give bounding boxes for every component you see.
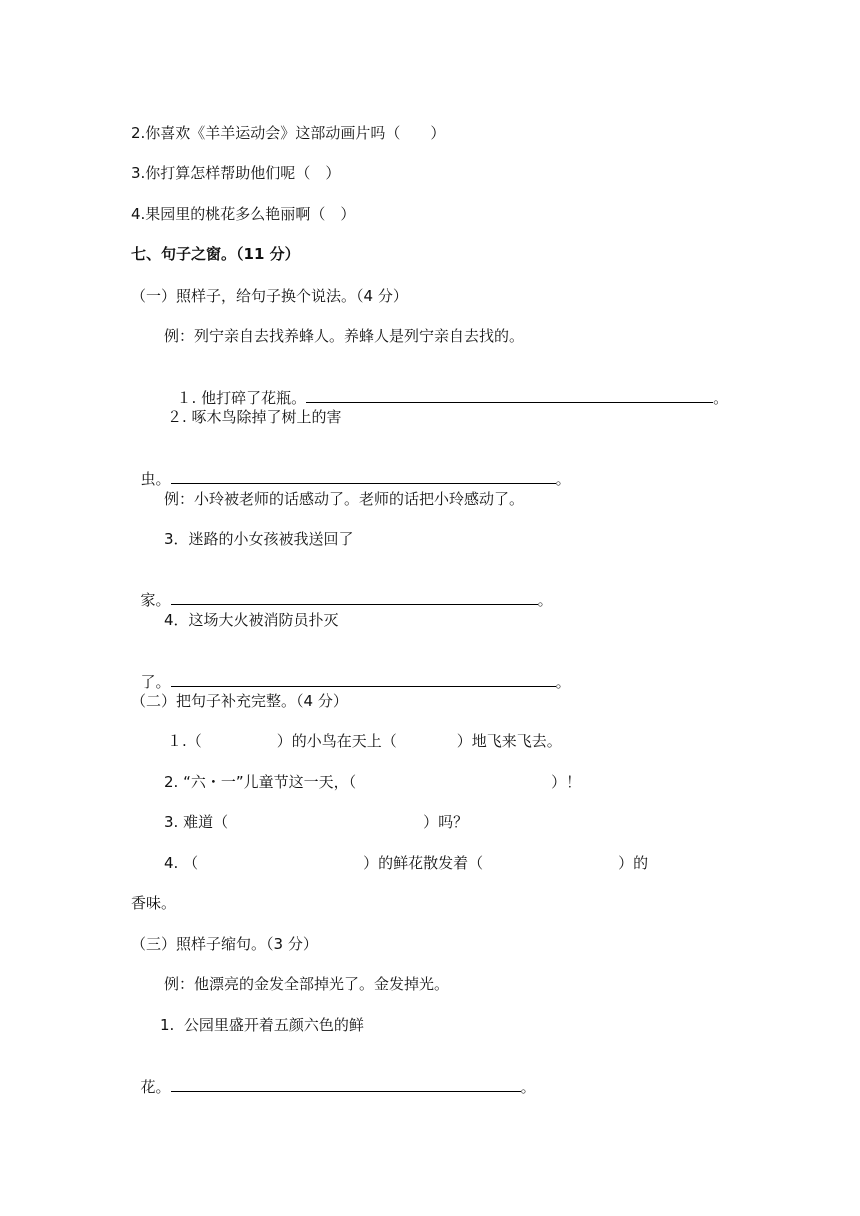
part3-sentence-1: 1. 公园里盛开着五颜六色的鲜 — [160, 1016, 364, 1034]
answer-blank[interactable] — [171, 1076, 521, 1092]
part1-example-1: 例：列宁亲自去找养蜂人。养蜂人是列宁亲自去找的。 — [164, 327, 525, 345]
part2-sentence-1: １.（ ）的小鸟在天上（ ）地飞来飞去。 — [167, 732, 562, 750]
part1-heading: （一）照样子，给句子换个说法。（4 分） — [131, 287, 408, 305]
part2-sentence-4-cont: 香味。 — [131, 894, 177, 912]
part1-sentence-3: 3．迷路的小女孩被我送回了 — [164, 530, 354, 548]
part1-sentence-3-cont — [131, 569, 553, 610]
answer-blank[interactable] — [306, 387, 713, 403]
item-q3: 3.你打算怎样帮助他们呢（ ） — [131, 164, 341, 182]
answer-blank[interactable] — [171, 468, 556, 484]
sentence-text: 花。 — [140, 1078, 171, 1096]
part1-sentence-1 — [167, 367, 728, 408]
part2-sentence-4: 4. （ ）的鲜花散发着（ ）的 — [164, 854, 649, 872]
period: 。 — [520, 1078, 536, 1096]
part1-sentence-2: ２. 啄木鸟除掉了树上的害 — [167, 408, 342, 426]
section-title: 七、句子之窗。（11 分） — [131, 245, 300, 263]
part1-sentence-4-cont — [131, 651, 571, 692]
part1-example-2: 例：小玲被老师的话感动了。老师的话把小玲感动了。 — [164, 490, 525, 508]
answer-blank[interactable] — [171, 589, 538, 605]
part3-heading: （三）照样子缩句。（3 分） — [131, 935, 318, 953]
item-q2: 2.你喜欢《羊羊运动会》这部动画片吗（ ） — [131, 124, 446, 142]
answer-blank[interactable] — [171, 671, 556, 687]
period: 。 — [537, 591, 553, 609]
part2-sentence-2: 2. “六・一”儿童节这一天，（ ）！ — [164, 773, 582, 791]
sentence-text: 虫。 — [140, 470, 171, 488]
item-q4: 4.果园里的桃花多么艳丽啊（ ） — [131, 205, 356, 223]
sentence-text: 了。 — [140, 673, 171, 691]
period: 。 — [713, 389, 729, 407]
period: 。 — [555, 470, 571, 488]
part2-heading: （二）把句子补充完整。（4 分） — [131, 692, 348, 710]
part1-sentence-2-cont — [131, 448, 571, 489]
period: 。 — [555, 673, 571, 691]
part2-sentence-3: 3. 难道（ ）吗？ — [164, 813, 469, 831]
part3-example: 例：他漂亮的金发全部掉光了。金发掉光。 — [164, 975, 450, 993]
sentence-text: １. 他打碎了花瓶。 — [176, 389, 307, 407]
sentence-text: 家。 — [140, 591, 171, 609]
part1-sentence-4: 4．这场大火被消防员扑灭 — [164, 611, 339, 629]
part3-sentence-1-cont — [131, 1056, 536, 1097]
